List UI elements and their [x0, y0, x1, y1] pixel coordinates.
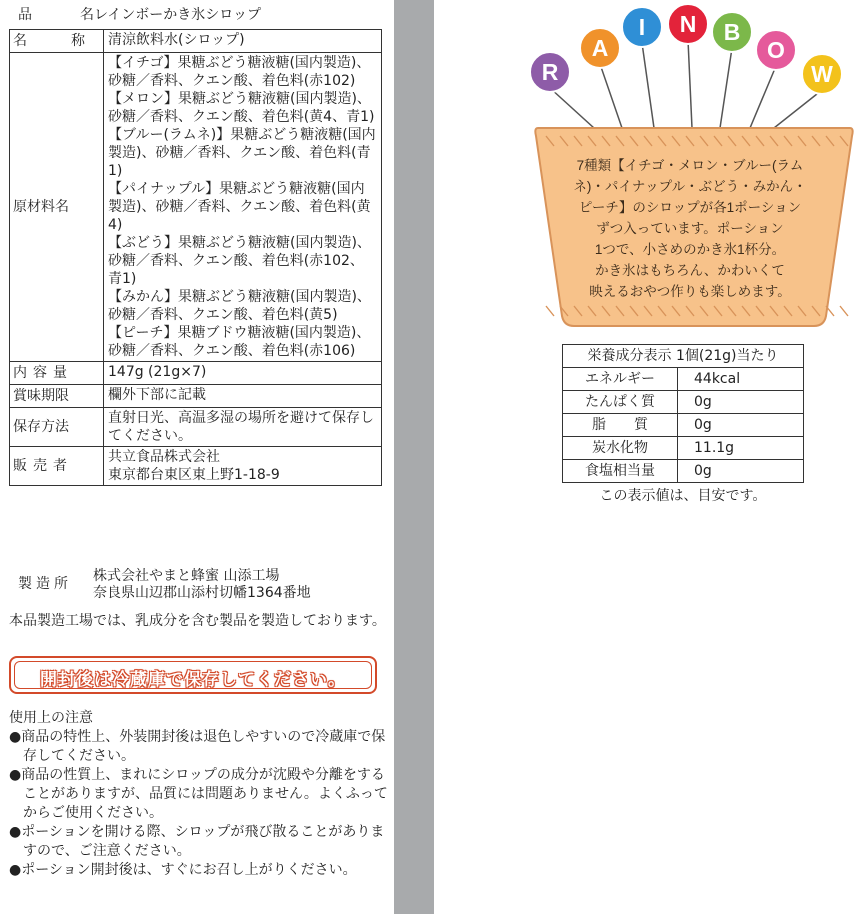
caution-item: ●ポーション開封後は、すぐにお召し上がりください。: [9, 862, 357, 878]
storage-value: 直射日光、高温多湿の場所を避けて保存してください。: [104, 408, 382, 447]
nutrition-value-energy: 44kcal: [678, 368, 804, 391]
nutrition-label-protein: たんぱく質: [563, 391, 678, 414]
volume-value: 147g (21g×7): [104, 362, 382, 385]
product-name-row: [18, 4, 261, 24]
ingredients-label: 原材料名: [10, 53, 104, 362]
balloon-letter: A: [591, 35, 609, 61]
basket-weave-mark: [840, 306, 848, 316]
balloon-letter: O: [767, 37, 785, 63]
expiry-label: 賞味期限: [10, 385, 104, 408]
volume-label: 内容量: [10, 362, 104, 385]
spec-table: [9, 29, 382, 486]
maker-label: 製造所: [18, 576, 72, 592]
nutrition-facts: [562, 344, 804, 505]
nutrition-label-carbohydrate: 炭水化物: [563, 437, 678, 460]
ingredient-pineapple: 【パイナップル】果糖ぶどう糖液糖(国内製造)、砂糖／香料、クエン酸、着色料(黄4): [108, 181, 371, 233]
balloon-stick: [600, 64, 622, 128]
nutrition-label-energy: エネルギー: [563, 368, 678, 391]
nutrition-label-fat: 脂 質: [563, 414, 678, 437]
seller-address: 東京都台東区東上野1-18-9: [108, 467, 280, 483]
nutrition-value-salt: 0g: [678, 460, 804, 483]
label-right-panel: [434, 0, 860, 914]
balloon-stick: [550, 88, 594, 128]
basket-description: 7種類【イチゴ・メロン・ブルー(ラムネ)・パイナップル・ぶどう・みかん・ピーチ】のシロップが各1ポーションずつ入っています。ポーション 1つで、小さめのかき氷1杯分。かき氷はもちろん、かわいくて映えるおやつ作りも楽しめます。: [573, 158, 807, 299]
nutrition-header: 栄養成分表示 1個(21g)当たり: [563, 345, 804, 368]
maker-cell: [93, 568, 413, 602]
balloon-stick: [720, 48, 732, 128]
ingredient-grape: 【ぶどう】果糖ぶどう糖液糖(国内製造)、砂糖／香料、クエン酸、着色料(赤102、青1): [108, 235, 371, 287]
product-name-value: レインボーかき氷シロップ: [94, 7, 262, 23]
nutrition-label-salt: 食塩相当量: [563, 460, 678, 483]
ingredient-peach: 【ピーチ】果糖ブドウ糖液糖(国内製造)、砂糖／香料、クエン酸、着色料(赤106): [108, 325, 371, 359]
balloon-letter: R: [541, 59, 559, 85]
ingredient-blue: 【ブルー(ラムネ)】果糖ぶどう糖液糖(国内製造)、砂糖／香料、クエン酸、着色料(青1): [108, 127, 376, 179]
nutrition-table: [562, 344, 804, 483]
category-value: 清涼飲料水(シロップ): [104, 30, 382, 53]
storage-label: 保存方法: [10, 408, 104, 447]
balloon-stick: [750, 66, 776, 128]
nutrition-value-fat: 0g: [678, 414, 804, 437]
cautions-title: 使用上の注意: [9, 710, 93, 726]
caution-item: ●ポーションを開ける際、シロップが飛び散ることがありますので、ご注意ください。: [9, 824, 385, 859]
ingredient-melon: 【メロン】果糖ぶどう糖液糖(国内製造)、砂糖／香料、クエン酸、着色料(黄4、青1): [108, 91, 375, 125]
balloon-letter: I: [638, 14, 646, 40]
seller-label: 販売者: [10, 447, 104, 486]
balloon-stick: [688, 40, 692, 128]
refrigerate-notice: 開封後は冷蔵庫で保存してください。: [40, 670, 346, 690]
product-name-label: 品 名: [18, 7, 111, 23]
refrigerate-notice-box: [9, 656, 377, 694]
maker-name: 株式会社やまと蜂蜜 山添工場: [93, 568, 280, 584]
cautions-section: [9, 709, 389, 880]
expiry-value: 欄外下部に記載: [104, 385, 382, 408]
allergy-notice: 本品製造工場では、乳成分を含む製品を製造しております。: [9, 613, 386, 629]
basket-weave-mark: [546, 306, 554, 316]
category-label: 名 称: [10, 30, 104, 53]
nutrition-value-carbohydrate: 11.1g: [678, 437, 804, 460]
nutrition-value-protein: 0g: [678, 391, 804, 414]
balloon-stick: [774, 90, 822, 128]
rainbow-balloon-basket-illustration: [434, 0, 860, 340]
caution-item: ●商品の性質上、まれにシロップの成分が沈殿や分離をすることがありますが、品質には問題ありません。よくふってからご使用ください。: [9, 767, 388, 821]
caution-item: ●商品の特性上、外装開封後は退色しやすいので冷蔵庫で保存してください。: [9, 729, 386, 764]
seller-cell: [104, 447, 382, 486]
gray-divider-band: [394, 0, 434, 914]
balloon-letter: N: [679, 11, 697, 37]
label-left-panel: [0, 0, 394, 914]
ingredient-strawberry: 【イチゴ】果糖ぶどう糖液糖(国内製造)、砂糖／香料、クエン酸、着色料(赤102): [108, 55, 371, 89]
ingredient-orange: 【みかん】果糖ぶどう糖液糖(国内製造)、砂糖／香料、クエン酸、着色料(黄5): [108, 289, 371, 323]
ingredients-cell: [104, 53, 382, 362]
balloon-stick: [642, 43, 654, 128]
maker-address: 奈良県山辺郡山添村切幡1364番地: [93, 585, 311, 601]
balloon-letter: B: [723, 19, 741, 45]
seller-name: 共立食品株式会社: [108, 449, 220, 465]
nutrition-note: この表示値は、目安です。: [599, 488, 767, 504]
balloon-letter: W: [811, 61, 833, 87]
